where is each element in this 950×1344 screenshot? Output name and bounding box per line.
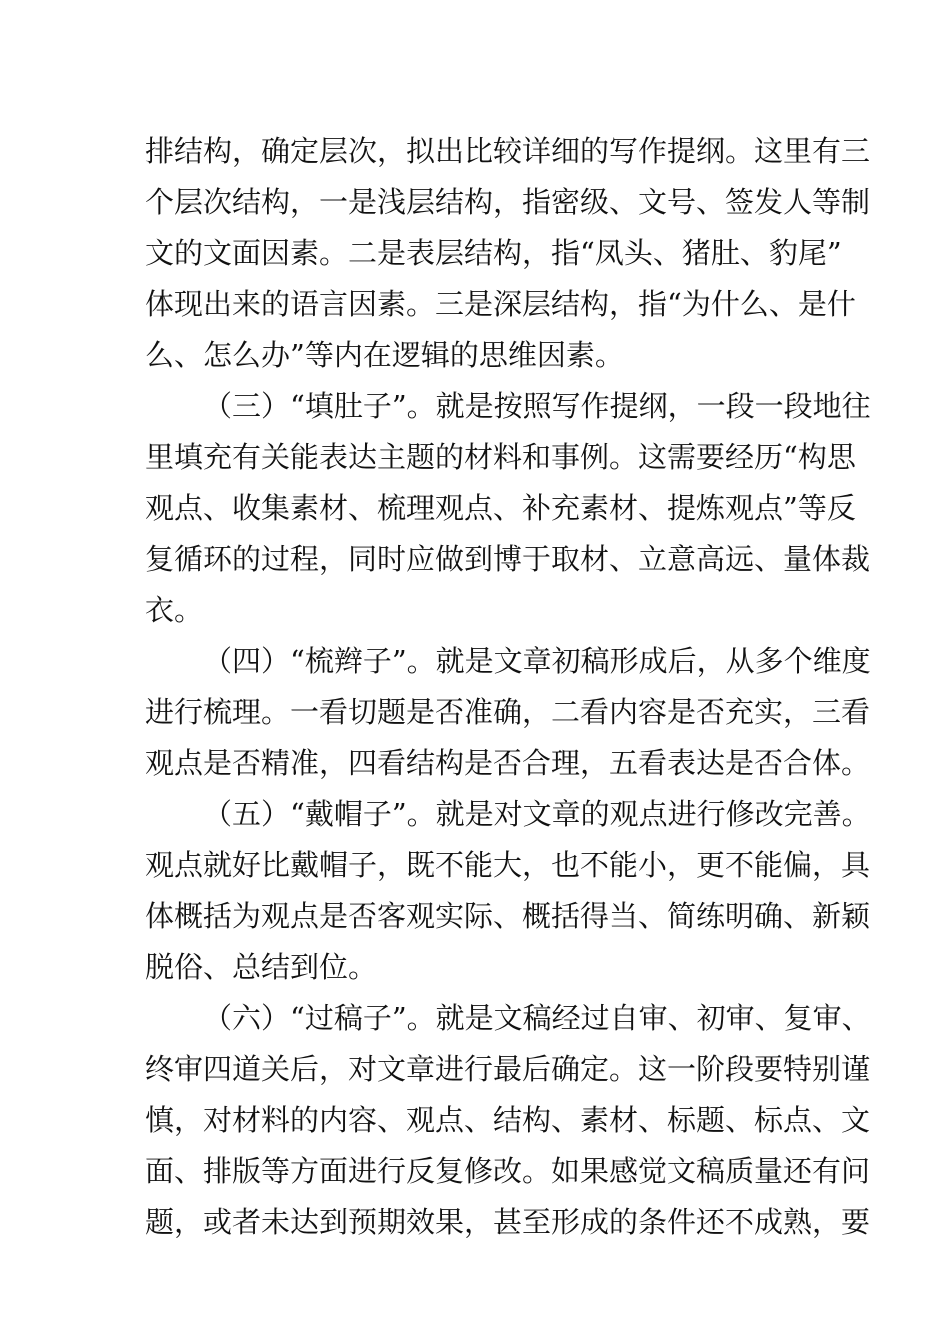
text-line: （六）“过稿子”。就是文稿经过自审、初审、复审、: [203, 1001, 871, 1035]
text-line: 进行梳理。一看切题是否准确，二看内容是否充实，三看: [145, 695, 871, 729]
text-line: （五）“戴帽子”。就是对文章的观点进行修改完善。: [203, 797, 871, 831]
text-line: 体概括为观点是否客观实际、概括得当、简练明确、新颖: [145, 899, 871, 933]
text-line: 面、排版等方面进行反复修改。如果感觉文稿质量还有问: [145, 1154, 871, 1188]
text-line: 观点就好比戴帽子，既不能大，也不能小，更不能偏，具: [145, 848, 871, 882]
text-line: 终审四道关后，对文章进行最后确定。这一阶段要特别谨: [145, 1052, 871, 1086]
text-line: 里填充有关能表达主题的材料和事例。这需要经历“构思: [145, 440, 856, 474]
text-line: 个层次结构，一是浅层结构，指密级、文号、签发人等制: [145, 185, 871, 219]
text-line: 文的文面因素。二是表层结构，指“凤头、猪肚、豹尾”: [145, 236, 842, 270]
paragraph-refine-viewpoints: [145, 789, 871, 993]
text-line: （三）“填肚子”。就是按照写作提纲，一段一段地往: [203, 389, 871, 423]
text-line: 么、怎么办”等内在逻辑的思维因素。: [145, 338, 624, 372]
document-body: [145, 126, 871, 1248]
text-line: 复循环的过程，同时应做到博于取材、立意高远、量体裁: [145, 542, 871, 576]
text-line: 题，或者未达到预期效果，甚至形成的条件还不成熟，要: [145, 1205, 871, 1239]
paragraph-fill-content: [145, 381, 871, 636]
paragraph-structure-levels: [145, 126, 871, 381]
text-line: 观点、收集素材、梳理观点、补充素材、提炼观点”等反: [145, 491, 856, 525]
paragraph-comb-review: [145, 636, 871, 789]
text-line: 观点是否精准，四看结构是否合理，五看表达是否合体。: [145, 746, 871, 780]
text-line: 排结构，确定层次，拟出比较详细的写作提纲。这里有三: [145, 134, 871, 168]
text-line: 脱俗、总结到位。: [145, 950, 378, 984]
paragraph-final-review: [145, 993, 871, 1248]
text-line: 慎，对材料的内容、观点、结构、素材、标题、标点、文: [145, 1103, 871, 1137]
text-line: 体现出来的语言因素。三是深层结构，指“为什么、是什: [145, 287, 856, 321]
text-line: 衣。: [145, 593, 204, 627]
text-line: （四）“梳辫子”。就是文章初稿形成后，从多个维度: [203, 644, 871, 678]
